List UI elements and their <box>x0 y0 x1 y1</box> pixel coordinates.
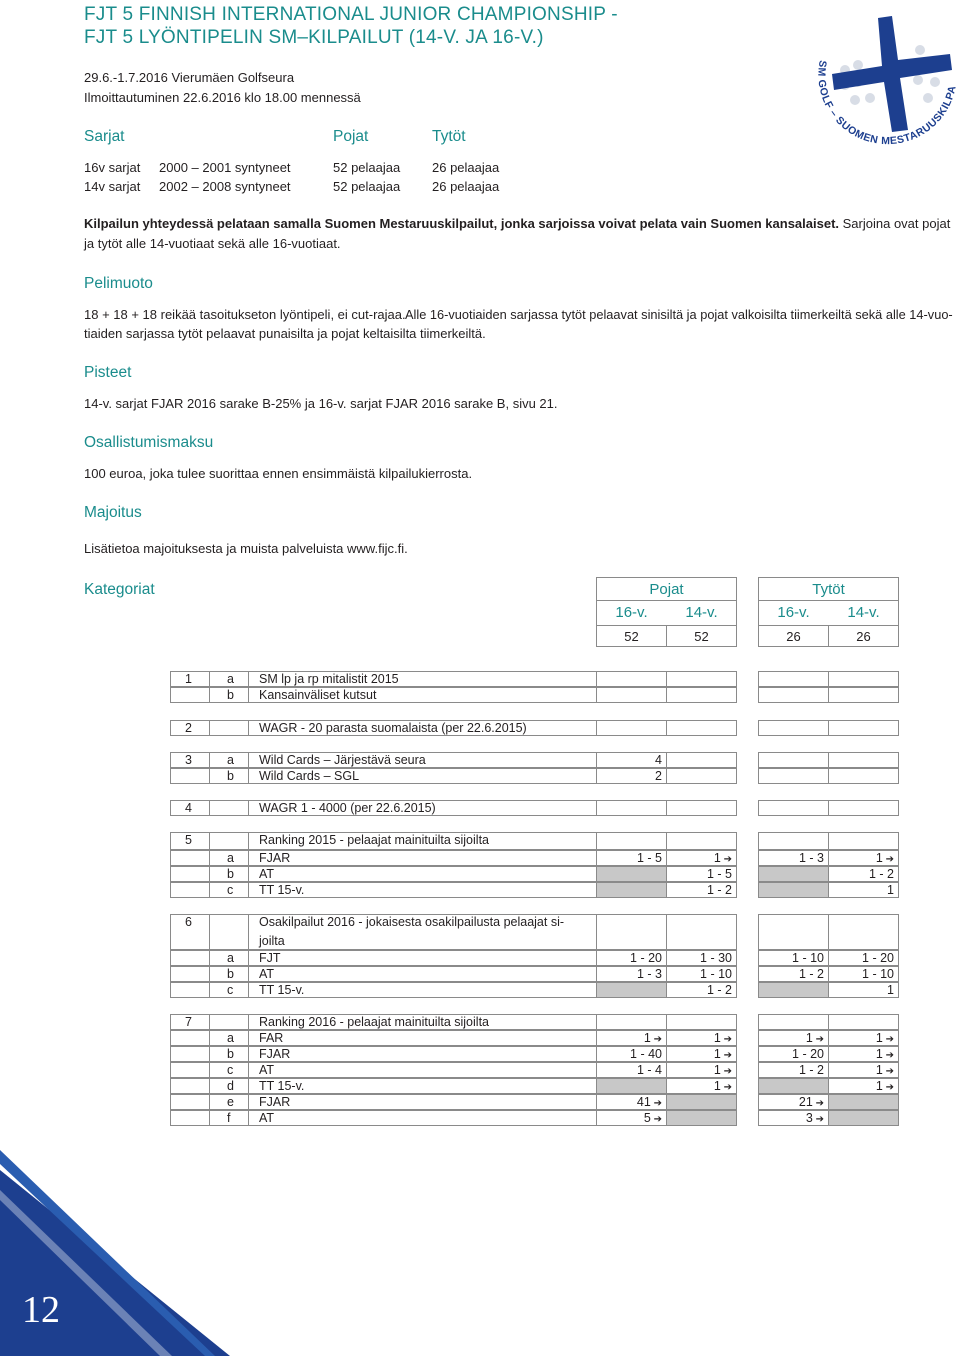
value-cell <box>828 850 899 866</box>
arrow-right-icon: ➔ <box>812 1034 824 1045</box>
row-label-text: WAGR 1 - 4000 (per 22.6.2015) <box>259 801 436 815</box>
sarja-pojat: 52 pelaajaa <box>333 160 401 175</box>
sarja-name: 14v sarjat <box>84 179 141 194</box>
value-cell <box>596 1014 667 1030</box>
value-cell <box>596 850 667 866</box>
count-cell: 26 <box>758 625 829 647</box>
value-cell <box>666 1030 737 1046</box>
value-text: 1 <box>713 1031 721 1045</box>
arrow-right-icon: ➔ <box>650 1098 662 1109</box>
row-sub-letter <box>209 800 249 816</box>
value-cell <box>596 982 667 998</box>
arrow-right-icon: ➔ <box>882 1050 894 1061</box>
title-line-1: FJT 5 FINNISH INTERNATIONAL JUNIOR CHAMPIONSHIP - <box>84 4 618 25</box>
row-number <box>170 882 210 898</box>
arrow-right-icon: ➔ <box>812 1114 824 1125</box>
value-cell <box>666 832 737 850</box>
value-cell <box>596 752 667 768</box>
value-cell <box>758 1110 829 1126</box>
row-label-text: Wild Cards – Järjestävä seura <box>259 753 426 767</box>
row-label-text: TT 15-v. <box>259 1079 305 1093</box>
value-text: 3 <box>805 1111 813 1125</box>
row-number <box>170 850 210 866</box>
value-text: 1 - 40 <box>630 1047 662 1061</box>
row-number: 5 <box>170 832 210 850</box>
sarja-tytot: 26 pelaajaa <box>432 179 500 194</box>
row-label <box>248 832 597 850</box>
arrow-right-icon: ➔ <box>650 1114 662 1125</box>
intro-normal-a: Sarjoina ovat pojat <box>842 216 951 231</box>
value-cell <box>666 866 737 882</box>
value-cell <box>758 752 829 768</box>
value-cell <box>828 1110 899 1126</box>
row-label <box>248 1030 597 1046</box>
row-label-text: Ranking 2015 - pelaajat mainituilta sijoilta <box>259 833 489 847</box>
sarja-pojat: 52 pelaajaa <box>333 179 401 194</box>
osallistumismaksu-text: 100 euroa, joka tulee suorittaa ennen ensimmäistä kilpailukierrosta. <box>84 466 473 481</box>
row-sub-letter: c <box>209 982 249 998</box>
value-cell <box>596 1110 667 1126</box>
value-cell <box>828 1046 899 1062</box>
arrow-right-icon: ➔ <box>650 1034 662 1045</box>
value-cell <box>666 800 737 816</box>
row-sub-letter: b <box>209 866 249 882</box>
row-label <box>248 866 597 882</box>
value-cell <box>596 832 667 850</box>
majoitus-title: Majoitus <box>84 504 142 521</box>
value-cell <box>596 966 667 982</box>
intro-paragraph <box>84 214 960 254</box>
logo-text: SM GOLF – SUOMEN MESTARUUSKILPA <box>815 59 959 148</box>
arrow-right-icon: ➔ <box>882 1082 894 1093</box>
row-label <box>248 1014 597 1030</box>
value-cell <box>596 882 667 898</box>
sarjat-row <box>84 179 584 199</box>
age-subheader: 16-v. <box>777 604 810 621</box>
value-cell <box>828 832 899 850</box>
row-sub-letter: b <box>209 687 249 703</box>
value-cell <box>828 720 899 736</box>
value-text: 1 <box>875 1063 883 1077</box>
value-text: 1 <box>875 1079 883 1093</box>
value-text: 1 <box>713 1063 721 1077</box>
value-text: 1 <box>713 1079 721 1093</box>
registration-deadline: Ilmoittautuminen 22.6.2016 klo 18.00 mennessä <box>84 90 361 105</box>
value-cell <box>666 752 737 768</box>
row-label-text: AT <box>259 1063 275 1077</box>
row-number <box>170 768 210 784</box>
age-subheader: 14-v. <box>685 604 718 621</box>
value-cell <box>828 1094 899 1110</box>
row-label-text: FJAR <box>259 1095 291 1109</box>
value-cell <box>758 687 829 703</box>
row-number <box>170 1094 210 1110</box>
value-cell <box>666 850 737 866</box>
value-cell <box>758 982 829 998</box>
value-text: 1 - 2 <box>798 1063 824 1077</box>
intro-bold: Kilpailun yhteydessä pelataan samalla Suomen Mestaruuskilpailut, jonka sarjoissa voivat pelata vain Suomen kansalaiset. <box>84 216 840 231</box>
value-cell <box>596 720 667 736</box>
row-label-text: TT 15-v. <box>259 983 305 997</box>
value-cell <box>758 850 829 866</box>
row-label-text: FJAR <box>259 1047 291 1061</box>
arrow-right-icon: ➔ <box>882 1066 894 1077</box>
sarja-tytot: 26 pelaajaa <box>432 160 500 175</box>
row-sub-letter: b <box>209 1046 249 1062</box>
row-number <box>170 1062 210 1078</box>
value-cell <box>666 1014 737 1030</box>
value-cell <box>758 914 829 950</box>
value-text: 1 - 30 <box>700 951 732 965</box>
value-cell <box>758 1094 829 1110</box>
value-text: 5 <box>643 1111 651 1125</box>
value-text: 1 - 3 <box>798 851 824 865</box>
row-number <box>170 982 210 998</box>
value-text: 1 - 20 <box>630 951 662 965</box>
value-text: 1 <box>887 883 894 897</box>
value-cell <box>758 800 829 816</box>
value-cell <box>758 832 829 850</box>
value-cell <box>828 1030 899 1046</box>
row-sub-letter: a <box>209 850 249 866</box>
value-cell <box>828 950 899 966</box>
row-label <box>248 768 597 784</box>
value-cell <box>596 1062 667 1078</box>
value-cell <box>828 966 899 982</box>
row-label-text: FJAR <box>259 851 291 865</box>
row-number: 3 <box>170 752 210 768</box>
value-cell <box>666 914 737 950</box>
value-cell <box>666 982 737 998</box>
value-cell <box>828 982 899 998</box>
value-text: 1 <box>887 983 894 997</box>
count-cell: 26 <box>828 625 899 647</box>
value-cell <box>596 768 667 784</box>
value-cell <box>828 882 899 898</box>
pisteet-title: Pisteet <box>84 364 132 381</box>
pisteet-text: 14-v. sarjat FJAR 2016 sarake B-25% ja 16-v. sarjat FJAR 2016 sarake B, sivu 21. <box>84 396 558 411</box>
value-text: 1 - 5 <box>706 867 732 881</box>
pelimuoto-line-1: 18 + 18 + 18 reikää tasoitukseton lyöntipeli, ei cut-rajaa. <box>84 307 406 322</box>
row-label <box>248 752 597 768</box>
value-cell <box>828 671 899 687</box>
pelimuoto-title: Pelimuoto <box>84 275 153 292</box>
value-cell <box>758 950 829 966</box>
row-label <box>248 1110 597 1126</box>
row-label-text: Osakilpailut 2016 - jokaisesta osakilpailusta pelaajat si- <box>259 915 565 929</box>
value-cell <box>758 1030 829 1046</box>
value-cell <box>666 1046 737 1062</box>
sarjat-col-header: Sarjat <box>84 128 125 145</box>
value-cell <box>596 687 667 703</box>
tytot-header: Tytöt <box>758 577 899 601</box>
row-label-text: TT 15-v. <box>259 883 305 897</box>
value-cell <box>758 720 829 736</box>
value-cell <box>666 687 737 703</box>
row-label <box>248 1094 597 1110</box>
value-text: 4 <box>655 753 662 767</box>
value-cell <box>596 1030 667 1046</box>
row-label <box>248 850 597 866</box>
value-text: 1 <box>713 1047 721 1061</box>
age-subheader: 14-v. <box>847 604 880 621</box>
age-subheader: 16-v. <box>615 604 648 621</box>
value-text: 1 <box>875 1047 883 1061</box>
value-cell <box>758 882 829 898</box>
row-number <box>170 1110 210 1126</box>
count-cell: 52 <box>666 625 737 647</box>
arrow-right-icon: ➔ <box>882 854 894 865</box>
value-cell <box>758 768 829 784</box>
value-text: 1 - 2 <box>868 867 894 881</box>
value-text: 1 <box>713 851 721 865</box>
row-number <box>170 950 210 966</box>
value-cell <box>828 1062 899 1078</box>
row-number <box>170 1078 210 1094</box>
row-number: 7 <box>170 1014 210 1030</box>
row-label <box>248 1062 597 1078</box>
row-number <box>170 1030 210 1046</box>
row-label-text: Ranking 2016 - pelaajat mainituilta sijoilta <box>259 1015 489 1029</box>
value-cell <box>828 800 899 816</box>
row-number <box>170 1046 210 1062</box>
sarja-years: 2000 – 2001 syntyneet <box>159 160 291 175</box>
value-cell <box>666 768 737 784</box>
value-cell <box>666 882 737 898</box>
tytot-col-header: Tytöt <box>432 128 466 145</box>
value-cell <box>758 1062 829 1078</box>
arrow-right-icon: ➔ <box>720 1034 732 1045</box>
row-sub-letter: b <box>209 966 249 982</box>
value-cell <box>828 687 899 703</box>
value-cell <box>666 1110 737 1126</box>
row-label-text: WAGR - 20 parasta suomalaista (per 22.6.2015) <box>259 721 527 735</box>
row-label-text: AT <box>259 967 275 981</box>
pelimuoto-line-2: tiaiden sarjassa tytöt pelaavat punaisilta ja pojat keltaisilta tiimerkeiltä. <box>84 326 486 341</box>
row-number: 4 <box>170 800 210 816</box>
row-label <box>248 914 597 950</box>
row-sub-letter: c <box>209 882 249 898</box>
value-text: 1 - 20 <box>792 1047 824 1061</box>
value-cell <box>828 1014 899 1030</box>
value-text: 41 <box>636 1095 651 1109</box>
value-text: 21 <box>798 1095 813 1109</box>
count-cell: 52 <box>596 625 667 647</box>
value-cell <box>666 720 737 736</box>
value-cell <box>758 671 829 687</box>
value-text: 1 <box>805 1031 813 1045</box>
sarjat-row <box>84 160 584 180</box>
value-text: 1 - 5 <box>636 851 662 865</box>
value-cell <box>666 950 737 966</box>
arrow-right-icon: ➔ <box>720 854 732 865</box>
pelimuoto-line-1b: Alle 16-vuotiaiden sarjassa tytöt pelaavat sinisiltä ja pojat valkoisilta tiimerkeiltä sekä alle 14-vuo- <box>405 307 953 322</box>
value-text: 1 - 2 <box>798 967 824 981</box>
value-text: 1 - 2 <box>706 983 732 997</box>
value-cell <box>758 866 829 882</box>
value-cell <box>758 1046 829 1062</box>
value-cell <box>596 671 667 687</box>
value-cell <box>596 1094 667 1110</box>
row-label <box>248 1046 597 1062</box>
row-label-text: AT <box>259 1111 275 1125</box>
row-label-text: FAR <box>259 1031 284 1045</box>
value-cell <box>596 914 667 950</box>
value-cell <box>828 866 899 882</box>
value-cell <box>596 950 667 966</box>
arrow-right-icon: ➔ <box>812 1098 824 1109</box>
value-cell <box>596 1078 667 1094</box>
value-text: 1 - 10 <box>792 951 824 965</box>
majoitus-text: Lisätietoa majoituksesta ja muista palveluista www.fijc.fi. <box>84 541 408 556</box>
row-label <box>248 687 597 703</box>
value-cell <box>666 966 737 982</box>
title-line-2: FJT 5 LYÖNTIPELIN SM–KILPAILUT (14-V. JA 16-V.) <box>84 27 544 48</box>
value-cell <box>828 752 899 768</box>
row-label-text: SM lp ja rp mitalistit 2015 <box>259 672 399 686</box>
value-text: 1 <box>643 1031 651 1045</box>
row-label-text: Wild Cards – SGL <box>259 769 360 783</box>
row-label <box>248 966 597 982</box>
row-sub-letter <box>209 720 249 736</box>
value-text: 1 - 10 <box>862 967 894 981</box>
tytot-sub-frame <box>758 601 899 625</box>
row-sub-letter: a <box>209 1030 249 1046</box>
value-text: 1 - 3 <box>636 967 662 981</box>
value-cell <box>596 866 667 882</box>
row-label <box>248 982 597 998</box>
value-text: 1 - 2 <box>706 883 732 897</box>
row-number: 1 <box>170 671 210 687</box>
row-sub-letter <box>209 1014 249 1030</box>
row-label <box>248 950 597 966</box>
golf-cross-logo-icon <box>800 10 960 170</box>
kategoriat-title: Kategoriat <box>84 581 155 598</box>
pojat-col-header: Pojat <box>333 128 369 145</box>
value-text: 2 <box>655 769 662 783</box>
row-sub-letter: e <box>209 1094 249 1110</box>
intro-normal-b: ja tytöt alle 14-vuotiaat sekä alle 16-vuotiaat. <box>84 236 341 251</box>
sarjat-header <box>84 128 584 148</box>
row-sub-letter: a <box>209 950 249 966</box>
osallistumismaksu-title: Osallistumismaksu <box>84 434 214 451</box>
row-sub-letter <box>209 914 249 950</box>
arrow-right-icon: ➔ <box>720 1066 732 1077</box>
sarja-name: 16v sarjat <box>84 160 141 175</box>
arrow-right-icon: ➔ <box>720 1050 732 1061</box>
sarja-years: 2002 – 2008 syntyneet <box>159 179 291 194</box>
row-label <box>248 1078 597 1094</box>
value-cell <box>828 914 899 950</box>
value-text: 1 <box>875 851 883 865</box>
row-label-text-2: joilta <box>259 934 285 948</box>
row-label <box>248 720 597 736</box>
row-sub-letter: a <box>209 752 249 768</box>
row-number: 6 <box>170 914 210 950</box>
row-number <box>170 866 210 882</box>
page-number: 12 <box>22 1289 60 1331</box>
row-label-text: AT <box>259 867 275 881</box>
value-cell <box>666 1062 737 1078</box>
event-date-place: 29.6.-1.7.2016 Vierumäen Golfseura <box>84 70 295 85</box>
value-cell <box>758 966 829 982</box>
value-cell <box>758 1078 829 1094</box>
row-label-text: Kansainväliset kutsut <box>259 688 377 702</box>
row-label-text: FJT <box>259 951 281 965</box>
arrow-right-icon: ➔ <box>882 1034 894 1045</box>
row-label <box>248 800 597 816</box>
value-cell <box>596 1046 667 1062</box>
row-sub-letter: d <box>209 1078 249 1094</box>
sm-golf-logo <box>800 10 960 170</box>
value-text: 1 - 4 <box>636 1063 662 1077</box>
value-cell <box>758 1014 829 1030</box>
value-text: 1 - 20 <box>862 951 894 965</box>
row-label <box>248 882 597 898</box>
value-text: 1 <box>875 1031 883 1045</box>
value-cell <box>828 1078 899 1094</box>
row-number <box>170 687 210 703</box>
value-cell <box>828 768 899 784</box>
row-sub-letter: c <box>209 1062 249 1078</box>
value-text: 1 - 10 <box>700 967 732 981</box>
row-sub-letter <box>209 832 249 850</box>
row-sub-letter: a <box>209 671 249 687</box>
row-sub-letter: b <box>209 768 249 784</box>
value-cell <box>666 1078 737 1094</box>
row-number: 2 <box>170 720 210 736</box>
pojat-header: Pojat <box>596 577 737 601</box>
row-sub-letter: f <box>209 1110 249 1126</box>
value-cell <box>596 800 667 816</box>
pojat-sub-frame <box>596 601 737 625</box>
value-cell <box>666 671 737 687</box>
row-number <box>170 966 210 982</box>
row-label <box>248 671 597 687</box>
arrow-right-icon: ➔ <box>720 1082 732 1093</box>
value-cell <box>666 1094 737 1110</box>
